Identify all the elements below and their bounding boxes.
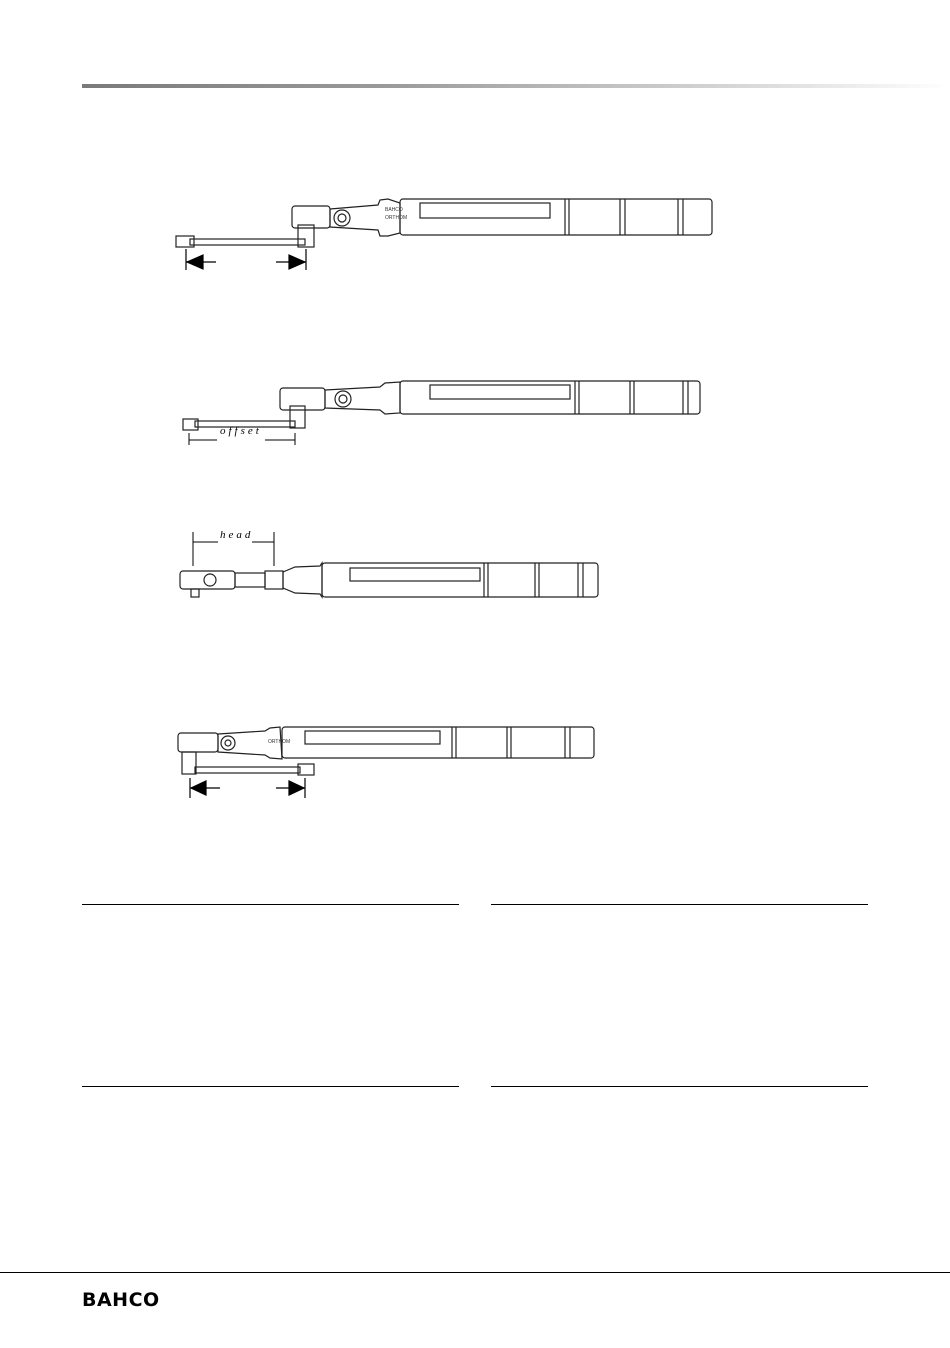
table-rule-left-bottom (82, 1086, 459, 1087)
dimension-label-head: head (220, 529, 254, 541)
extension-bar (195, 767, 300, 773)
table-rule-right-bottom (491, 1086, 868, 1087)
dimension-arrows (190, 778, 305, 798)
scale-window (305, 731, 440, 744)
bahco-logo: BAHCO (82, 1289, 160, 1311)
extension-drive-block (182, 752, 196, 774)
head-pivot (221, 736, 235, 750)
table-rule-left-top (82, 904, 459, 905)
footer-rule (0, 1272, 950, 1273)
model-mark: ORTHOM (268, 739, 291, 745)
brand-mark: BAHCO (385, 207, 403, 213)
dimension-label-offset: offset (220, 425, 262, 437)
model-mark: ORTHOM (385, 215, 408, 221)
table-rule-right-top (491, 904, 868, 905)
wrench-body (282, 727, 594, 758)
ratchet-head (178, 733, 218, 752)
